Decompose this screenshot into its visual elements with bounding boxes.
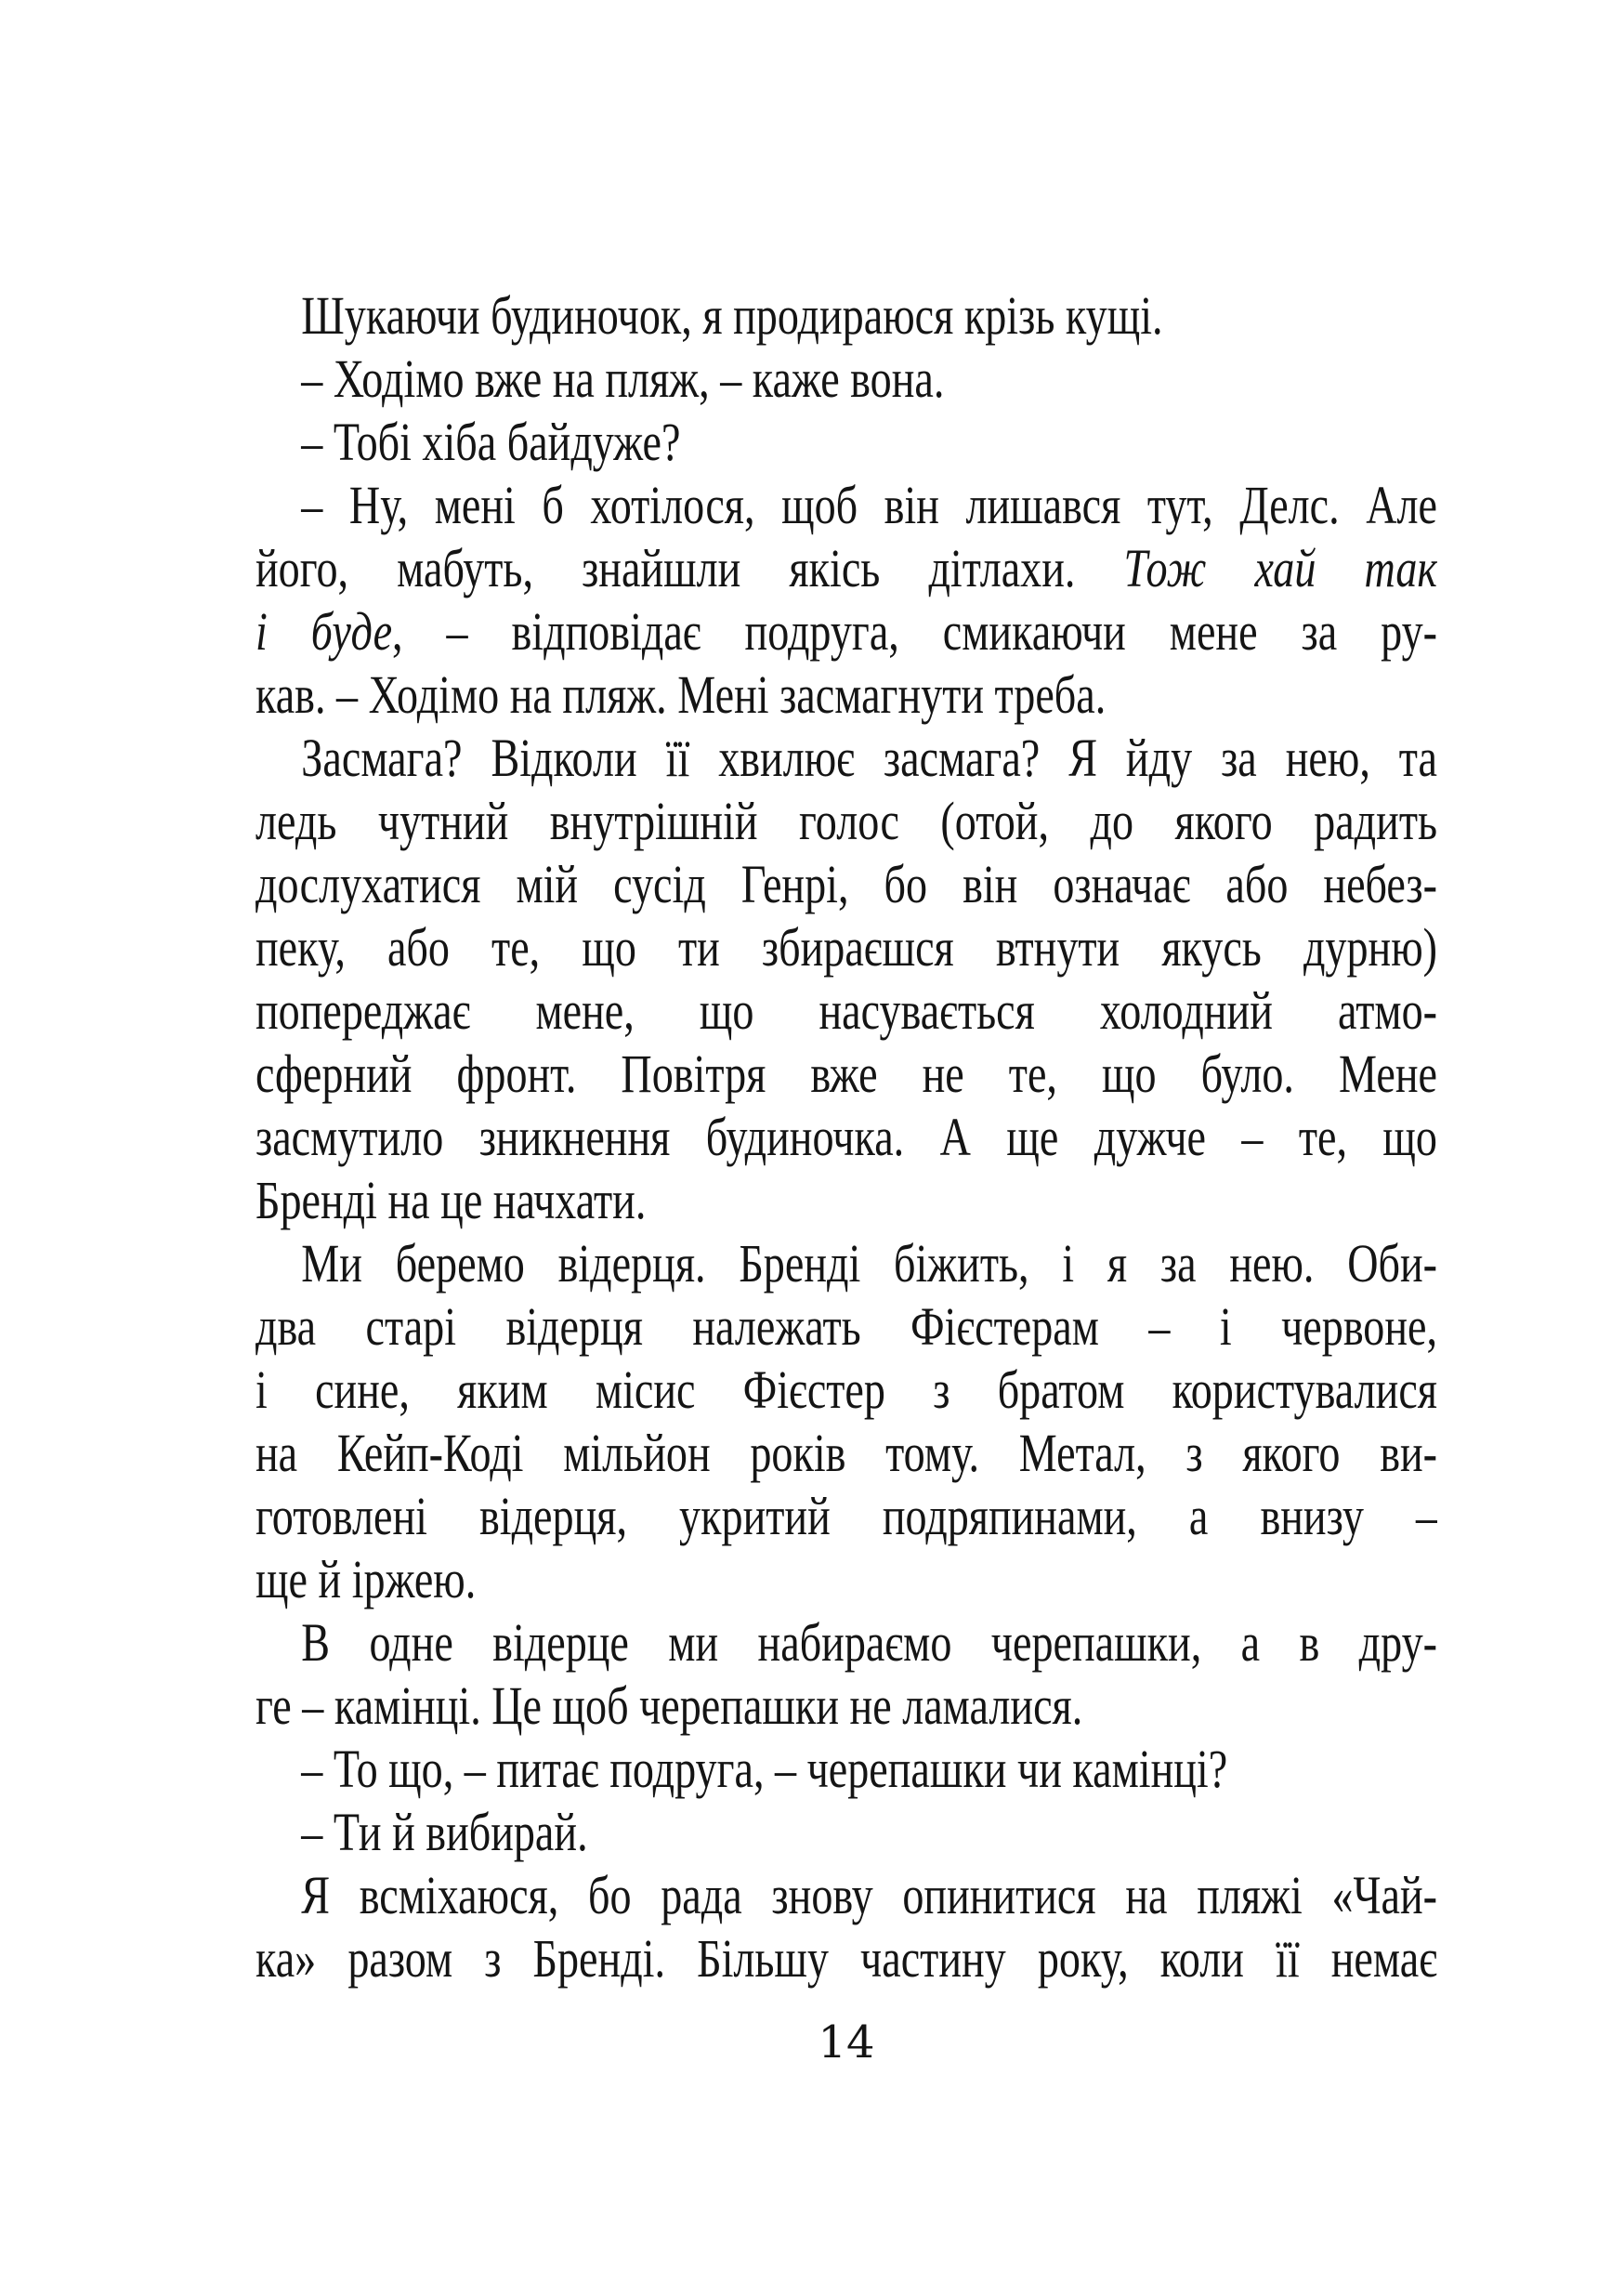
text-run: , – відповідає подруга, смикаючи мене за ру- [392,601,1437,662]
text-line [255,1169,1437,1232]
text-run: сферний фронт. Повітря вже не те, що було. Мене [255,1044,1437,1104]
text-run: ледь чутний внутрішній голос (отой, до якого радить [255,791,1437,851]
text-run: – То що, – питає подруга, – черепашки чи камінці? [301,1739,1228,1799]
text-line [255,663,1437,727]
italic-text-run: і буде [255,601,393,662]
text-run: ка» разом з Бренді. Більшу частину року, коли її немає [255,1928,1437,1989]
text-run: В одне відерце ми набираємо черепашки, а в дру- [301,1612,1437,1673]
text-line [255,537,1437,600]
text-run: Шукаючи будиночок, я продираюся крізь кущі. [301,285,1163,346]
text-block [255,284,1437,1990]
text-run: ще й іржею. [255,1549,477,1609]
text-run: Я всміхаюся, бо рада знову опинитися на пляжі «Чай- [301,1865,1437,1925]
text-run: дослухатися мій сусід Генрі, бо він означає або небез- [255,854,1437,914]
text-line [255,727,1437,790]
text-run: ге – камінці. Це щоб черепашки не ламалися. [255,1675,1083,1736]
text-run: Бренді на це начхати. [255,1170,647,1230]
text-run: Засмага? Відколи її хвилює засмага? Я йду за нею, та [301,728,1437,788]
text-run: – Ходімо вже на пляж, – каже вона. [301,348,945,409]
text-line [255,853,1437,916]
text-line [255,600,1437,663]
text-run: – Ти й вибирай. [301,1802,588,1862]
text-line [255,1359,1437,1422]
text-line [255,790,1437,853]
text-run: попереджає мене, що насувається холодний атмо- [255,980,1437,1041]
text-run: Ми беремо відерця. Бренді біжить, і я за нею. Оби- [301,1233,1437,1294]
text-line [255,284,1437,348]
text-line [255,916,1437,979]
text-run: засмутило зникнення будиночка. А ще дужче – те, що [255,1107,1437,1167]
text-line [255,979,1437,1043]
text-line [255,1232,1437,1295]
text-line [255,1864,1437,1927]
text-line [255,1927,1437,1990]
text-line [255,348,1437,411]
text-run: готовлені відерця, укритий подряпинами, а внизу – [255,1486,1437,1546]
text-run: – Тобі хіба байдуже? [301,412,681,472]
text-run: його, мабуть, знайшли якісь дітлахи. [255,538,1124,598]
text-run: і сине, яким місис Фієстер з братом користувалися [255,1359,1437,1420]
text-line [255,411,1437,474]
text-run: пеку, або те, що ти збираєшся втнути якусь дурню) [255,917,1437,978]
text-line [255,1611,1437,1674]
text-run: два старі відерця належать Фієстерам – і червоне, [255,1296,1437,1357]
text-line [255,1801,1437,1864]
text-line [255,1548,1437,1611]
text-line [255,1674,1437,1738]
text-line [255,1485,1437,1548]
text-run: на Кейп-Коді мільйон років тому. Метал, з якого ви- [255,1423,1437,1483]
italic-text-run: Тож хай так [1123,538,1437,598]
page-number: 14 [818,2016,875,2068]
text-run: – Ну, мені б хотілося, щоб він лишався тут, Делс. Але [301,475,1437,535]
text-run: кав. – Ходімо на пляж. Мені засмагнути треба. [255,664,1107,725]
text-line [255,1422,1437,1485]
text-line [255,1043,1437,1106]
text-line [255,474,1437,537]
text-line [255,1106,1437,1169]
text-line [255,1295,1437,1359]
text-line [255,1738,1437,1801]
